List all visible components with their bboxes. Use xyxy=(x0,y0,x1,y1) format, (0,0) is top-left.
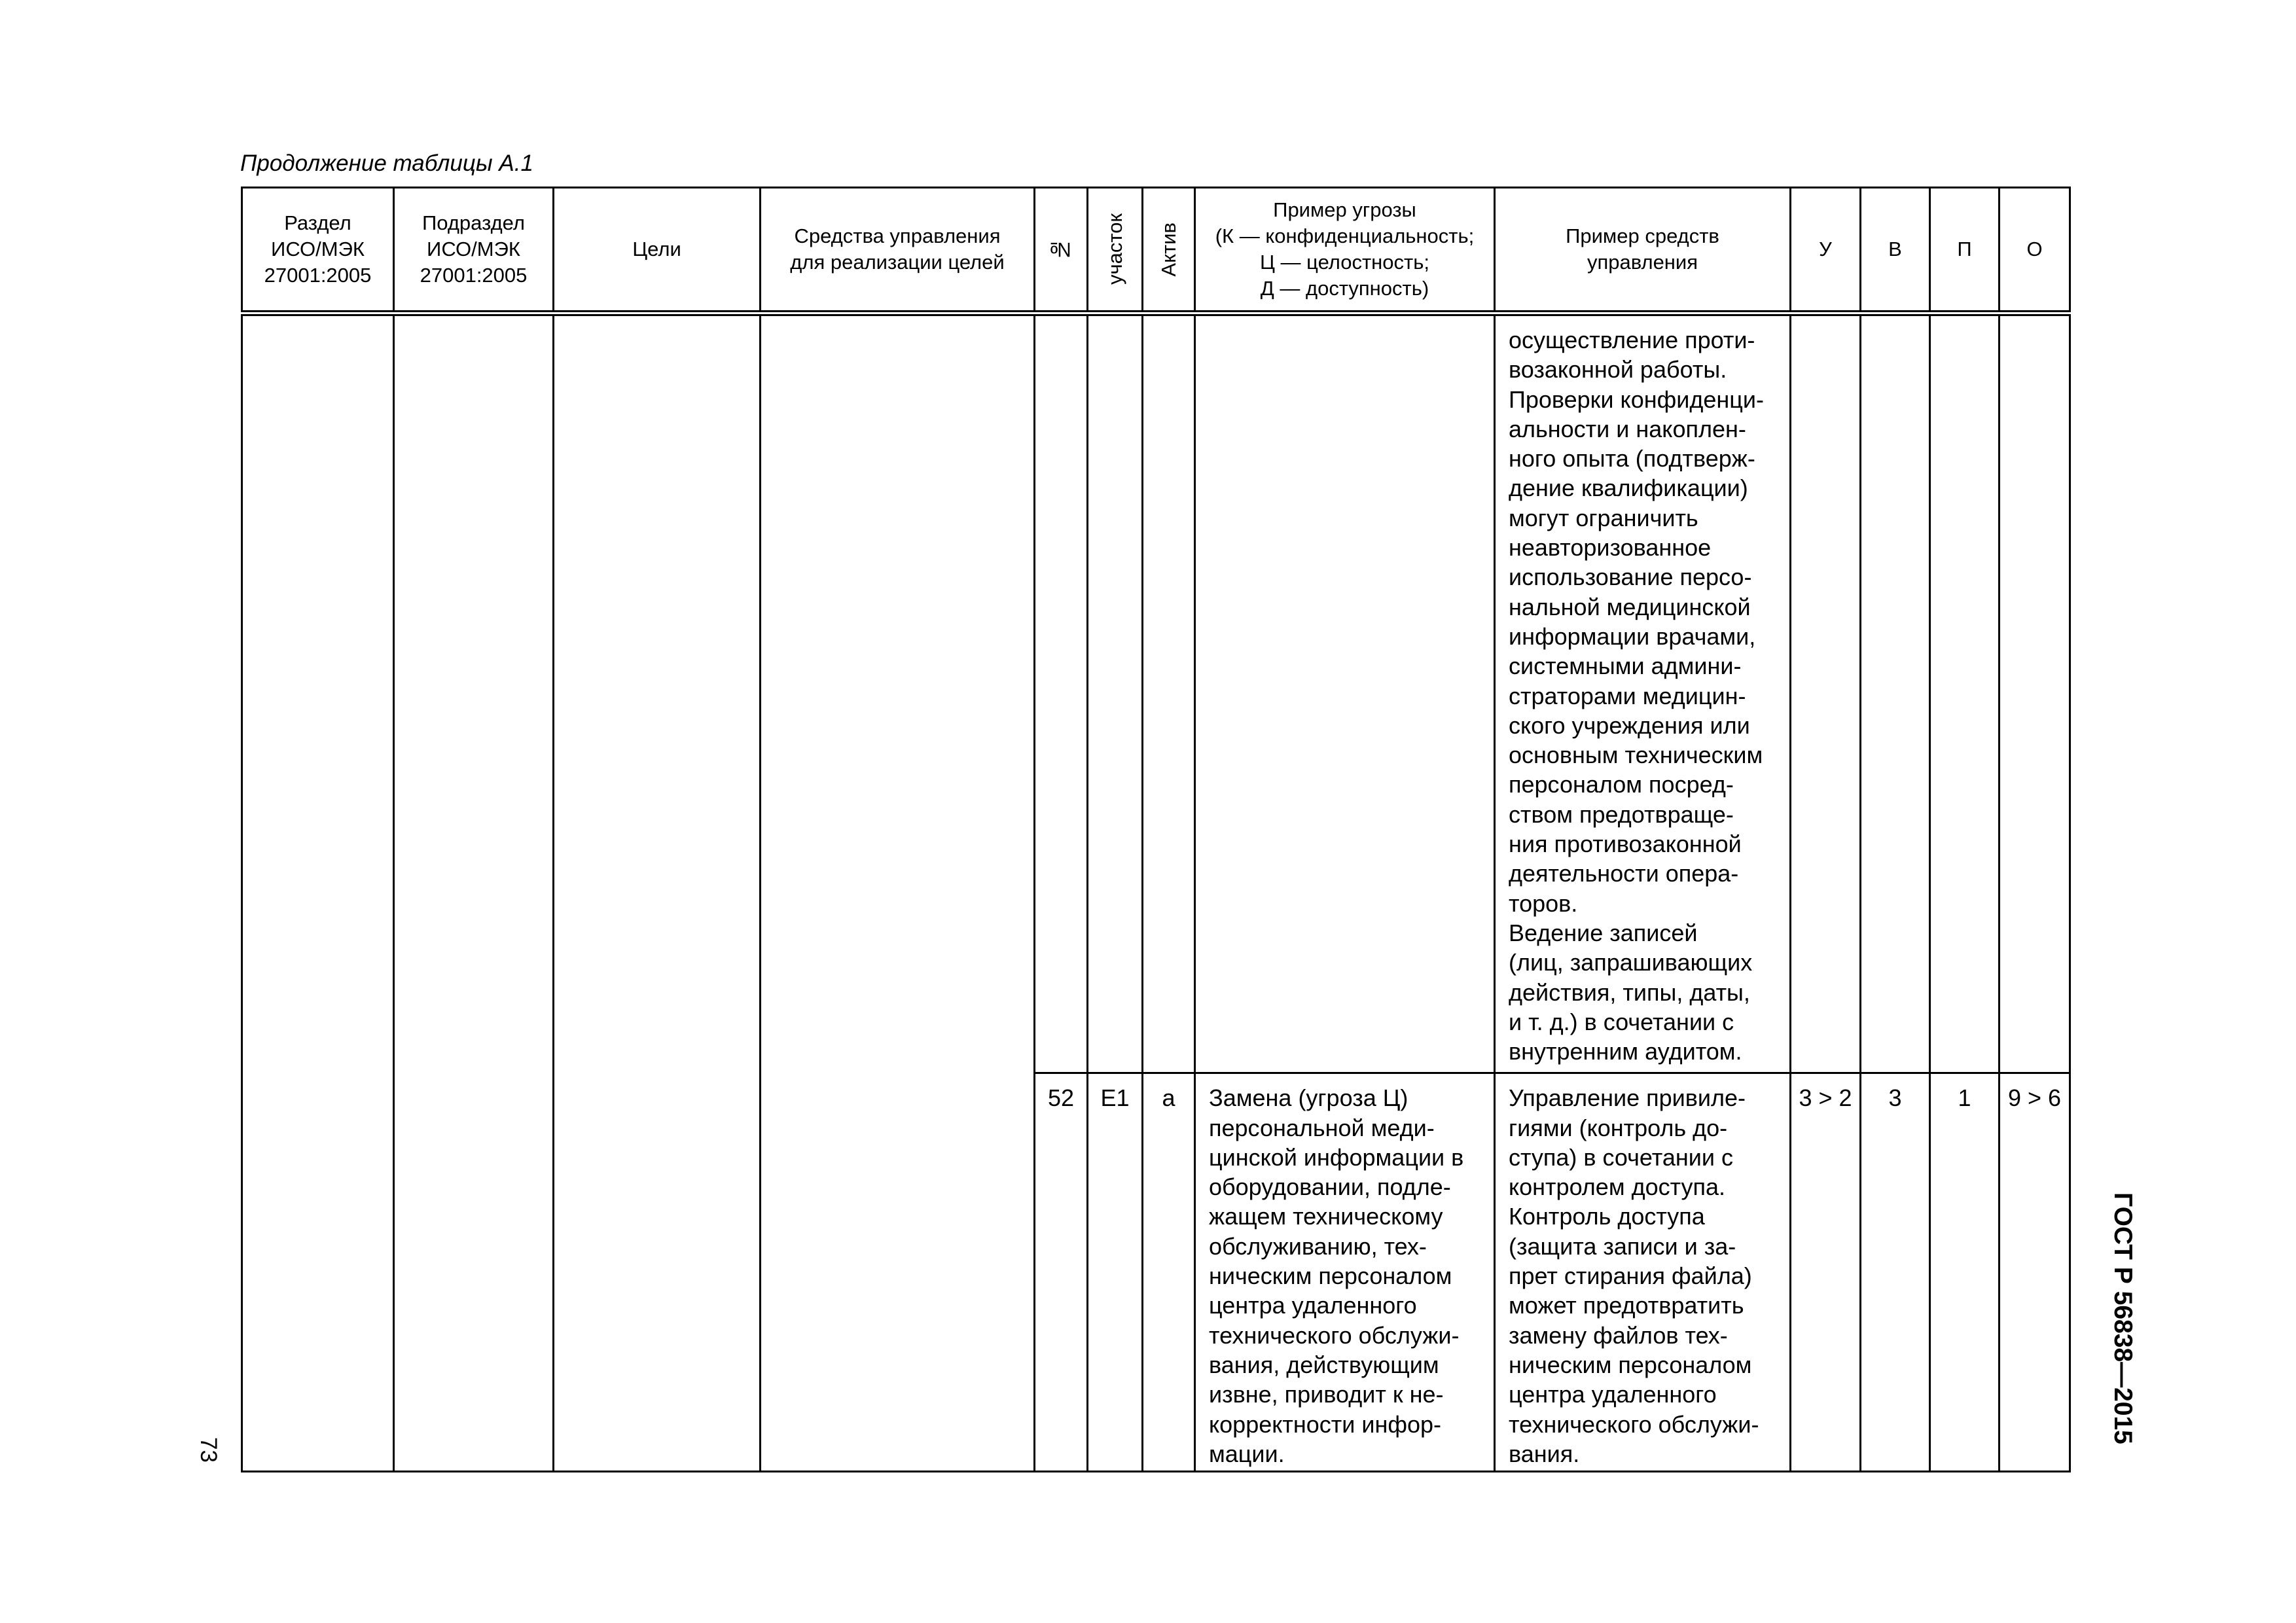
cell-subsection xyxy=(394,313,554,1472)
header-controls-example: Пример средств управления xyxy=(1495,188,1791,313)
cell-area xyxy=(1088,313,1143,1073)
threat-controls-table xyxy=(241,187,2071,1472)
table-caption: Продолжение таблицы А.1 xyxy=(240,151,533,176)
cell-area: E1 xyxy=(1088,1073,1143,1472)
cell-p xyxy=(1930,313,2000,1073)
cell-asset xyxy=(1143,313,1195,1073)
header-u: У xyxy=(1791,188,1861,313)
cell-p: 1 xyxy=(1930,1073,2000,1472)
header-section: Раздел ИСО/МЭК 27001:2005 xyxy=(242,188,394,313)
header-asset: Актив xyxy=(1143,188,1195,313)
cell-asset: а xyxy=(1143,1073,1195,1472)
header-threat-example: Пример угрозы (К — конфиденциальность; Ц — целостность; Д — доступность) xyxy=(1195,188,1495,313)
header-o: О xyxy=(2000,188,2070,313)
header-row xyxy=(242,188,2070,313)
header-v: В xyxy=(1861,188,1930,313)
header-goals: Цели xyxy=(554,188,761,313)
cell-controls-example: осуществление проти- возаконной работы. Проверки конфиденци- альности и накоплен- ного опыта (подтверж- дение квалификации) могут ограничить неавторизованное использование персо- нальной медицинской информации врачами, системными админи- страторами медицин- ского учреждения или основным техническим персоналом посред- ством предотвраще- ния противозаконной деятельности опера- торов. Ведение записей (лиц, запрашивающих действия, типы, даты, и т. д.) в сочетании с внутренним аудитом. xyxy=(1495,313,1791,1073)
header-p: П xyxy=(1930,188,2000,313)
cell-v xyxy=(1861,313,1930,1073)
page-number: 73 xyxy=(196,1437,221,1463)
document-standard-title: ГОСТ Р 56838—2015 xyxy=(2109,1192,2137,1444)
header-number: № xyxy=(1035,188,1088,313)
header-controls: Средства управления для реализации целей xyxy=(761,188,1035,313)
cell-section xyxy=(242,313,394,1472)
cell-v: 3 xyxy=(1861,1073,1930,1472)
cell-number: 52 xyxy=(1035,1073,1088,1472)
cell-number xyxy=(1035,313,1088,1073)
cell-controls xyxy=(761,313,1035,1472)
cell-goals xyxy=(554,313,761,1472)
cell-u: 3 > 2 xyxy=(1791,1073,1861,1472)
cell-o: 9 > 6 xyxy=(2000,1073,2070,1472)
header-subsection: Подраздел ИСО/МЭК 27001:2005 xyxy=(394,188,554,313)
cell-threat-example: Замена (угроза Ц) персональной меди- цинской информации в оборудовании, подле- жащем техническому обслуживанию, тех- ническим персоналом центра удаленного технического обслужи- вания, действующим извне, приводит к не- корректности инфор- мации. xyxy=(1195,1073,1495,1472)
table-row xyxy=(242,313,2070,1073)
cell-o xyxy=(2000,313,2070,1073)
cell-threat-example xyxy=(1195,313,1495,1073)
cell-controls-example: Управление привиле- гиями (контроль до- ступа) в сочетании с контролем доступа. Контроль доступа (защита записи и за- прет стирания файла) может предотвратить замену файлов тех- ническим персоналом центра удаленного технического обслужи- вания. xyxy=(1495,1073,1791,1472)
header-area: участок xyxy=(1088,188,1143,313)
cell-u xyxy=(1791,313,1861,1073)
